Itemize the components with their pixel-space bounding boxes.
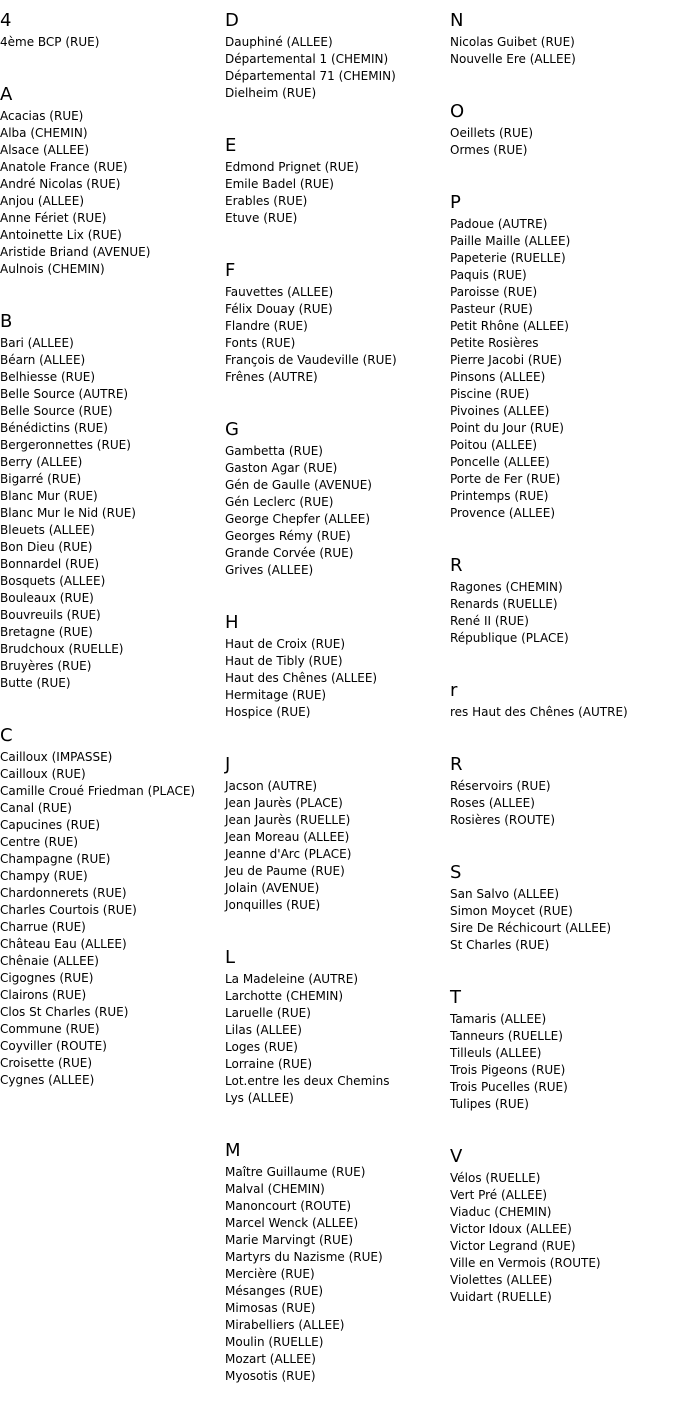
- group-letter-heading: G: [225, 419, 239, 440]
- street-list: [450, 579, 674, 647]
- group-spacer: [450, 159, 674, 182]
- street-list: [450, 1011, 674, 1113]
- street-entry: Clairons (RUE): [0, 988, 87, 1002]
- street-entry: Anjou (ALLEE): [0, 194, 85, 208]
- street-entry: Mozart (ALLEE): [225, 1352, 316, 1366]
- group-spacer: [0, 692, 224, 715]
- street-entry: Trois Pucelles (RUE): [450, 1080, 568, 1094]
- street-entry: Charrue (RUE): [0, 920, 86, 934]
- street-entry: Printemps (RUE): [450, 489, 549, 503]
- street-entry: Edmond Prignet (RUE): [225, 160, 359, 174]
- street-entry: Pinsons (ALLEE): [450, 370, 546, 384]
- street-entry: Anne Fériet (RUE): [0, 211, 107, 225]
- group-letter-heading: S: [450, 862, 462, 883]
- street-entry: Gaston Agar (RUE): [225, 461, 338, 475]
- group-letter-heading: T: [450, 987, 461, 1008]
- group-spacer: [225, 721, 449, 744]
- letter-group: [450, 91, 674, 182]
- street-entry: Aristide Briand (AVENUE): [0, 245, 151, 259]
- street-entry: Centre (RUE): [0, 835, 79, 849]
- street-entry: Cigognes (RUE): [0, 971, 94, 985]
- street-entry: Jeu de Paume (RUE): [225, 864, 345, 878]
- street-entry: St Charles (RUE): [450, 938, 550, 952]
- street-entry: Viaduc (CHEMIN): [450, 1205, 552, 1219]
- street-entry: Lorraine (RUE): [225, 1057, 313, 1071]
- group-spacer: [225, 579, 449, 602]
- street-entry: Grande Corvée (RUE): [225, 546, 354, 560]
- street-list: [0, 34, 224, 51]
- street-entry: Victor Legrand (RUE): [450, 1239, 576, 1253]
- street-list: [450, 704, 674, 721]
- street-entry: Mirabelliers (ALLEE): [225, 1318, 345, 1332]
- street-entry: Bouvreuils (RUE): [0, 608, 101, 622]
- street-entry: Alba (CHEMIN): [0, 126, 88, 140]
- street-entry: Jeanne d'Arc (PLACE): [225, 847, 352, 861]
- street-entry: Renards (RUELLE): [450, 597, 558, 611]
- street-entry: Clos St Charles (RUE): [0, 1005, 129, 1019]
- street-entry: Béarn (ALLEE): [0, 353, 86, 367]
- street-entry: Roses (ALLEE): [450, 796, 535, 810]
- street-entry: Bénédictins (RUE): [0, 421, 108, 435]
- street-entry: André Nicolas (RUE): [0, 177, 121, 191]
- street-entry: Mimosas (RUE): [225, 1301, 316, 1315]
- street-entry: Alsace (ALLEE): [0, 143, 90, 157]
- street-entry: Charles Courtois (RUE): [0, 903, 137, 917]
- street-entry: René II (RUE): [450, 614, 529, 628]
- street-list: [450, 216, 674, 522]
- group-letter-heading: M: [225, 1140, 241, 1161]
- street-entry: Papeterie (RUELLE): [450, 251, 566, 265]
- street-list: [225, 159, 449, 227]
- street-list: [450, 34, 674, 68]
- letter-group: [450, 545, 674, 670]
- street-entry: Paroisse (RUE): [450, 285, 538, 299]
- street-entry: Vélos (RUELLE): [450, 1171, 541, 1185]
- group-letter-heading: 4: [0, 10, 12, 31]
- street-entry: Gén de Gaulle (AVENUE): [225, 478, 372, 492]
- street-entry: Jean Jaurès (PLACE): [225, 796, 343, 810]
- street-entry: Belle Source (RUE): [0, 404, 113, 418]
- street-entry: Oeillets (RUE): [450, 126, 534, 140]
- group-spacer: [450, 1113, 674, 1136]
- street-list: [225, 1164, 449, 1385]
- group-letter-heading: r: [450, 680, 458, 701]
- street-list: [450, 778, 674, 829]
- street-entry: Butte (RUE): [0, 676, 71, 690]
- street-entry: La Madeleine (AUTRE): [225, 972, 359, 986]
- street-list: [450, 886, 674, 954]
- street-entry: Violettes (ALLEE): [450, 1273, 553, 1287]
- index-column-3: [450, 0, 674, 1329]
- street-entry: Myosotis (RUE): [225, 1369, 316, 1383]
- letter-group: [225, 250, 449, 409]
- group-spacer: [225, 386, 449, 409]
- street-entry: Belle Source (AUTRE): [0, 387, 129, 401]
- street-entry: François de Vaudeville (RUE): [225, 353, 397, 367]
- street-entry: Mésanges (RUE): [225, 1284, 324, 1298]
- street-entry: Bretagne (RUE): [0, 625, 93, 639]
- street-entry: Lys (ALLEE): [225, 1091, 294, 1105]
- street-list: [450, 1170, 674, 1306]
- street-list: [0, 335, 224, 692]
- street-entry: Cygnes (ALLEE): [0, 1073, 95, 1087]
- street-list: [0, 108, 224, 278]
- street-entry: Anatole France (RUE): [0, 160, 128, 174]
- group-spacer: [450, 68, 674, 91]
- street-entry: Jean Moreau (ALLEE): [225, 830, 350, 844]
- street-entry: Petit Rhône (ALLEE): [450, 319, 569, 333]
- street-list: [225, 971, 449, 1107]
- group-spacer: [450, 522, 674, 545]
- street-entry: Fonts (RUE): [225, 336, 296, 350]
- group-letter-heading: P: [450, 192, 461, 213]
- street-entry: Bouleaux (RUE): [0, 591, 94, 605]
- street-entry: Brudchoux (RUELLE): [0, 642, 124, 656]
- street-entry: Malval (CHEMIN): [225, 1182, 325, 1196]
- street-entry: Marcel Wenck (ALLEE): [225, 1216, 359, 1230]
- street-entry: George Chepfer (ALLEE): [225, 512, 371, 526]
- street-entry: Chardonnerets (RUE): [0, 886, 127, 900]
- index-column-2: [225, 0, 449, 1408]
- group-spacer: [225, 227, 449, 250]
- street-entry: Fauvettes (ALLEE): [225, 285, 334, 299]
- street-entry: Cailloux (RUE): [0, 767, 86, 781]
- group-spacer: [225, 914, 449, 937]
- street-list: [225, 284, 449, 386]
- street-entry: Chênaie (ALLEE): [0, 954, 99, 968]
- group-spacer: [0, 1089, 224, 1112]
- street-list: [0, 749, 224, 1089]
- street-entry: Grives (ALLEE): [225, 563, 314, 577]
- street-entry: Départemental 1 (CHEMIN): [225, 52, 389, 66]
- street-entry: Pivoines (ALLEE): [450, 404, 550, 418]
- street-entry: Belhiesse (RUE): [0, 370, 96, 384]
- street-entry: Haut de Croix (RUE): [225, 637, 346, 651]
- group-letter-heading: H: [225, 612, 239, 633]
- street-entry: Pasteur (RUE): [450, 302, 533, 316]
- street-entry: Ragones (CHEMIN): [450, 580, 563, 594]
- street-entry: Lilas (ALLEE): [225, 1023, 302, 1037]
- street-entry: République (PLACE): [450, 631, 569, 645]
- street-list: [225, 443, 449, 579]
- letter-group: [0, 74, 224, 301]
- street-entry: Poitou (ALLEE): [450, 438, 538, 452]
- street-entry: Bari (ALLEE): [0, 336, 74, 350]
- street-list: [225, 778, 449, 914]
- street-entry: Champy (RUE): [0, 869, 88, 883]
- street-entry: Padoue (AUTRE): [450, 217, 548, 231]
- street-entry: Commune (RUE): [0, 1022, 100, 1036]
- street-entry: Emile Badel (RUE): [225, 177, 334, 191]
- letter-group: [225, 602, 449, 744]
- street-entry: Bigarré (RUE): [0, 472, 82, 486]
- street-entry: Petite Rosières: [450, 336, 539, 350]
- street-entry: Loges (RUE): [225, 1040, 298, 1054]
- street-entry: Cailloux (IMPASSE): [0, 750, 113, 764]
- street-entry: Ville en Vermois (ROUTE): [450, 1256, 601, 1270]
- letter-group: [450, 182, 674, 545]
- street-entry: Berry (ALLEE): [0, 455, 83, 469]
- street-list: [225, 636, 449, 721]
- street-entry: Aulnois (CHEMIN): [0, 262, 105, 276]
- street-entry: Ormes (RUE): [450, 143, 528, 157]
- group-letter-heading: L: [225, 947, 236, 968]
- street-entry: Sire De Réchicourt (ALLEE): [450, 921, 612, 935]
- street-entry: Laruelle (RUE): [225, 1006, 311, 1020]
- group-spacer: [450, 1306, 674, 1329]
- street-entry: Frênes (AUTRE): [225, 370, 318, 384]
- street-list: [225, 34, 449, 102]
- street-entry: Paquis (RUE): [450, 268, 527, 282]
- group-letter-heading: J: [225, 754, 231, 775]
- street-entry: Bergeronnettes (RUE): [0, 438, 131, 452]
- street-entry: Antoinette Lix (RUE): [0, 228, 122, 242]
- group-letter-heading: O: [450, 101, 465, 122]
- street-entry: Dauphiné (ALLEE): [225, 35, 333, 49]
- street-entry: Manoncourt (ROUTE): [225, 1199, 352, 1213]
- street-entry: Flandre (RUE): [225, 319, 308, 333]
- letter-group: [0, 715, 224, 1112]
- street-entry: Nicolas Guibet (RUE): [450, 35, 575, 49]
- letter-group: [450, 977, 674, 1136]
- letter-group: [225, 937, 449, 1130]
- street-entry: Erables (RUE): [225, 194, 308, 208]
- group-letter-heading: D: [225, 10, 239, 31]
- street-entry: Provence (ALLEE): [450, 506, 556, 520]
- group-letter-heading: B: [0, 311, 13, 332]
- street-entry: Félix Douay (RUE): [225, 302, 333, 316]
- street-entry: Georges Rémy (RUE): [225, 529, 351, 543]
- letter-group: [225, 0, 449, 125]
- street-entry: Hospice (RUE): [225, 705, 311, 719]
- street-entry: Blanc Mur (RUE): [0, 489, 98, 503]
- street-entry: Canal (RUE): [0, 801, 72, 815]
- street-entry: Maître Guillaume (RUE): [225, 1165, 366, 1179]
- street-entry: Victor Idoux (ALLEE): [450, 1222, 572, 1236]
- street-entry: Tamaris (ALLEE): [450, 1012, 547, 1026]
- group-letter-heading: C: [0, 725, 13, 746]
- group-spacer: [450, 647, 674, 670]
- letter-group: [225, 125, 449, 250]
- street-entry: Porte de Fer (RUE): [450, 472, 561, 486]
- street-entry: Trois Pigeons (RUE): [450, 1063, 566, 1077]
- street-entry: Haut des Chênes (ALLEE): [225, 671, 378, 685]
- street-entry: Capucines (RUE): [0, 818, 101, 832]
- street-entry: Jean Jaurès (RUELLE): [225, 813, 351, 827]
- street-entry: Gambetta (RUE): [225, 444, 323, 458]
- group-letter-heading: F: [225, 260, 236, 281]
- street-entry: Jacson (AUTRE): [225, 779, 318, 793]
- street-list: [450, 125, 674, 159]
- street-entry: Croisette (RUE): [0, 1056, 93, 1070]
- street-entry: 4ème BCP (RUE): [0, 35, 100, 49]
- street-entry: Martyrs du Nazisme (RUE): [225, 1250, 383, 1264]
- group-letter-heading: V: [450, 1146, 463, 1167]
- street-entry: Moulin (RUELLE): [225, 1335, 324, 1349]
- street-entry: Tulipes (RUE): [450, 1097, 529, 1111]
- group-letter-heading: N: [450, 10, 464, 31]
- street-entry: Blanc Mur le Nid (RUE): [0, 506, 136, 520]
- street-entry: Acacias (RUE): [0, 109, 84, 123]
- street-entry: Réservoirs (RUE): [450, 779, 551, 793]
- street-entry: Marie Marvingt (RUE): [225, 1233, 354, 1247]
- group-letter-heading: A: [0, 84, 13, 105]
- index-column-1: [0, 0, 224, 1112]
- street-entry: Gén Leclerc (RUE): [225, 495, 334, 509]
- street-entry: Larchotte (CHEMIN): [225, 989, 344, 1003]
- street-entry: Haut de Tibly (RUE): [225, 654, 343, 668]
- street-entry: Château Eau (ALLEE): [0, 937, 127, 951]
- letter-group: [450, 1136, 674, 1329]
- letter-group: [225, 409, 449, 602]
- group-spacer: [225, 1385, 449, 1408]
- street-entry: Mercière (RUE): [225, 1267, 315, 1281]
- street-entry: San Salvo (ALLEE): [450, 887, 560, 901]
- street-entry: Tilleuls (ALLEE): [450, 1046, 542, 1060]
- street-entry: Lot.entre les deux Chemins: [225, 1074, 390, 1088]
- street-entry: res Haut des Chênes (AUTRE): [450, 705, 628, 719]
- letter-group: [0, 0, 224, 74]
- letter-group: [450, 0, 674, 91]
- street-entry: Départemental 71 (CHEMIN): [225, 69, 396, 83]
- street-entry: Jonquilles (RUE): [225, 898, 321, 912]
- street-entry: Vuidart (RUELLE): [450, 1290, 552, 1304]
- street-entry: Paille Maille (ALLEE): [450, 234, 571, 248]
- street-entry: Bleuets (ALLEE): [0, 523, 95, 537]
- group-letter-heading: R: [450, 555, 463, 576]
- street-entry: Bruyères (RUE): [0, 659, 92, 673]
- street-entry: Camille Croué Friedman (PLACE): [0, 784, 196, 798]
- street-entry: Rosières (ROUTE): [450, 813, 556, 827]
- street-entry: Simon Moycet (RUE): [450, 904, 573, 918]
- street-entry: Vert Pré (ALLEE): [450, 1188, 548, 1202]
- group-spacer: [450, 721, 674, 744]
- street-entry: Champagne (RUE): [0, 852, 111, 866]
- letter-group: [450, 670, 674, 744]
- group-spacer: [450, 954, 674, 977]
- letter-group: [450, 744, 674, 852]
- group-spacer: [450, 829, 674, 852]
- group-spacer: [0, 51, 224, 74]
- group-spacer: [0, 278, 224, 301]
- group-spacer: [225, 102, 449, 125]
- group-spacer: [225, 1107, 449, 1130]
- street-entry: Tanneurs (RUELLE): [450, 1029, 563, 1043]
- street-entry: Dielheim (RUE): [225, 86, 317, 100]
- group-letter-heading: R: [450, 754, 463, 775]
- street-entry: Point du Jour (RUE): [450, 421, 564, 435]
- street-entry: Pierre Jacobi (RUE): [450, 353, 562, 367]
- street-entry: Coyviller (ROUTE): [0, 1039, 107, 1053]
- letter-group: [225, 1130, 449, 1408]
- street-entry: Nouvelle Ere (ALLEE): [450, 52, 576, 66]
- letter-group: [450, 852, 674, 977]
- group-letter-heading: E: [225, 135, 237, 156]
- street-entry: Piscine (RUE): [450, 387, 530, 401]
- street-entry: Jolain (AVENUE): [225, 881, 320, 895]
- street-entry: Bonnardel (RUE): [0, 557, 100, 571]
- street-entry: Hermitage (RUE): [225, 688, 327, 702]
- street-entry: Bon Dieu (RUE): [0, 540, 93, 554]
- street-entry: Poncelle (ALLEE): [450, 455, 550, 469]
- letter-group: [225, 744, 449, 937]
- letter-group: [0, 301, 224, 715]
- street-entry: Etuve (RUE): [225, 211, 298, 225]
- street-entry: Bosquets (ALLEE): [0, 574, 106, 588]
